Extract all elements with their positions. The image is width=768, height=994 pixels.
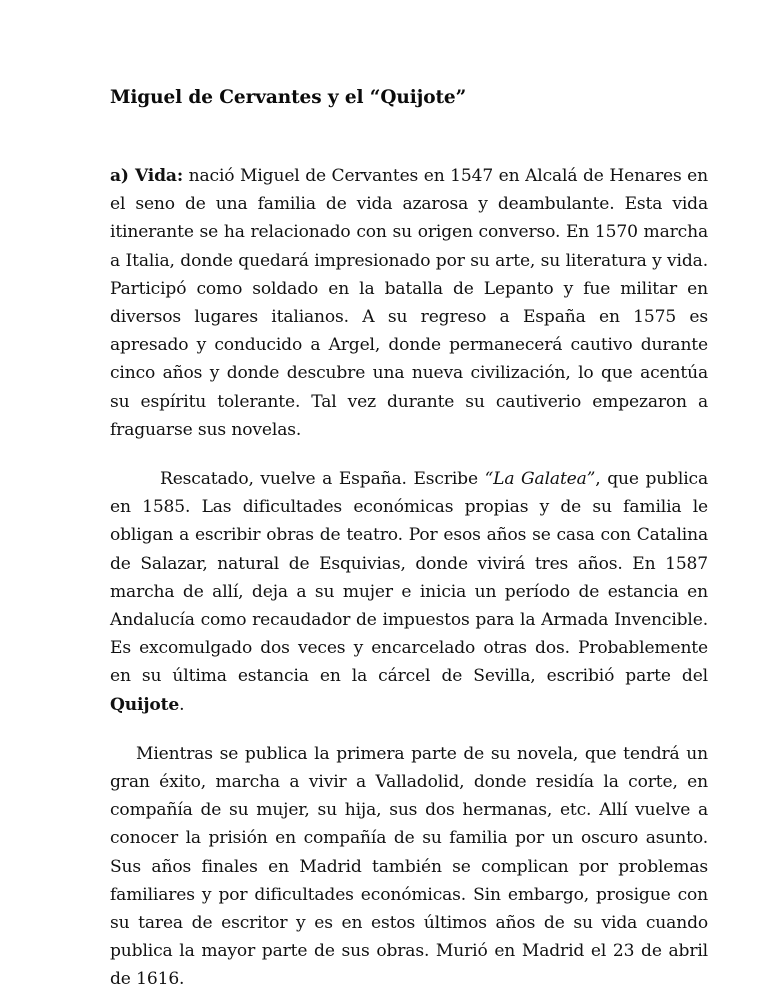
paragraph-vida: [110, 162, 708, 444]
paragraph-madrid: [110, 740, 708, 994]
paragraph-madrid-body: Mientras se publica la primera parte de su novela, que tendrá un gran éxito, marcha a vivir a Valladolid, donde residía la corte, en compañía de su mujer, su hija, sus dos hermanas, etc. Allí vuelve a conocer la prisión en compañía de su familia por un oscuro asunto. Sus años finales en Madrid también se complican por problemas familiares y por dificultades económicas. Sin embargo, prosigue con su tarea de escritor y es en estos últimos años de su vida cuando publica la mayor parte de sus obras. Murió en Madrid el 23 de abril de 1616.: [110, 743, 708, 990]
page-title: Miguel de Cervantes y el “Quijote”: [110, 87, 467, 108]
paragraph-galatea-segment-1: Rescatado, vuelve a España. Escribe: [160, 469, 485, 490]
body-text: [110, 162, 708, 994]
paragraph-vida-body: nació Miguel de Cervantes en 1547 en Alcalá de Henares en el seno de una familia de vida azarosa y deambulante. Esta vida itinerante se ha relacionado con su origen converso. En 1570 marcha a Italia, donde quedará impresionado por su arte, su literatura y vida. Participó como soldado en la batalla de Lepanto y fue militar en diversos lugares italianos. A su regreso a España en 1575 es apresado y conducido a Argel, donde permanecerá cautivo durante cinco años y donde descubre una nueva civilización, lo que acentúa su espíritu tolerante. Tal vez durante su cautiverio empezaron a fraguarse sus novelas.: [110, 166, 709, 440]
paragraph-vida-lead-label: a) Vida:: [110, 166, 184, 186]
work-title-quijote: Quijote: [110, 694, 180, 715]
paragraph-galatea: [110, 465, 708, 719]
paragraph-galatea-segment-3: .: [179, 694, 185, 715]
work-title-la-galatea: “La Galatea”: [484, 469, 596, 490]
paragraph-galatea-segment-2: , que publica en 1585. Las dificultades económicas propias y de su familia le obligan a escribir obras de teatro. Por esos años se casa con Catalina de Salazar, natural de Esquivias, donde vivirá tres años. En 1587 marcha de allí, deja a su mujer e inicia un período de estancia en Andalucía como recaudador de impuestos para la Armada Invencible. Es excomulgado dos veces y encarcelado otras dos. Probablemente en su última estancia en la cárcel de Sevilla, escribió parte del: [110, 469, 708, 687]
text-column: [110, 0, 708, 994]
